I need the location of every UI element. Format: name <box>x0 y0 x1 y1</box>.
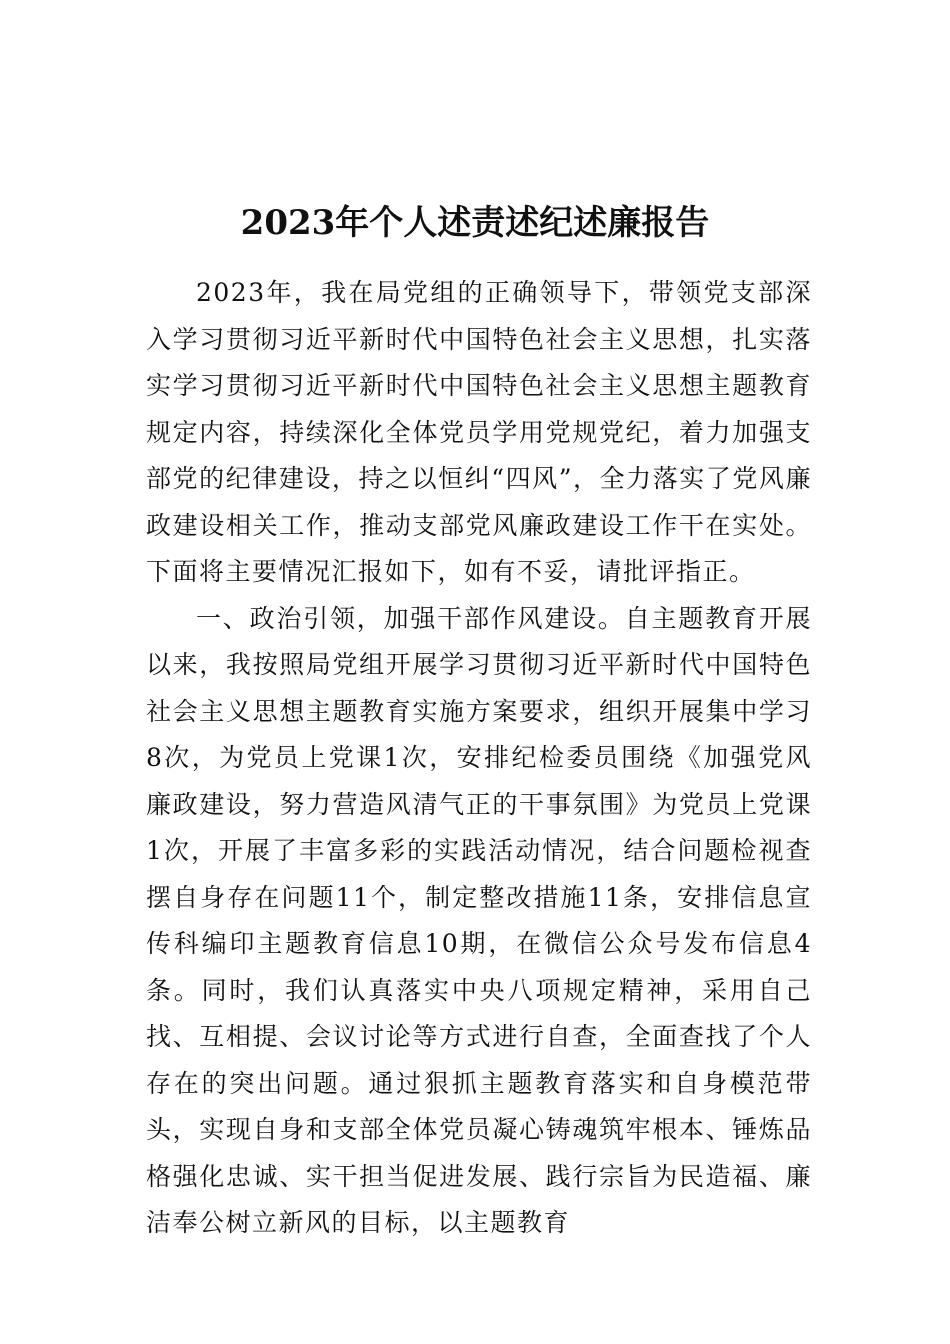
paragraph-intro: 2023年，我在局党组的正确领导下，带领党支部深入学习贯彻习近平新时代中国特色社会主义思想，扎实落实学习贯彻习近平新时代中国特色社会主义思想主题教育规定内容，持续深化全体党员学用党规党纪，着力加强支部党的纪律建设，持之以恒纠“四风”，全力落实了党风廉政建设相关工作，推动支部党风廉政建设工作干在实处。下面将主要情况汇报如下，如有不妥，请批评指正。 <box>146 278 812 586</box>
paragraph-section-one: 一、政治引领，加强干部作风建设。自主题教育开展以来，我按照局党组开展学习贯彻习近平新时代中国特色社会主义思想主题教育实施方案要求，组织开展集中学习8次，为党员上党课1次，安排纪检委员围绕《加强党风廉政建设，努力营造风清气正的干事氛围》为党员上党课1次，开展了丰富多彩的实践活动情况，结合问题检视查摆自身存在问题11个，制定整改措施11条，安排信息宣传科编印主题教育信息10期，在微信公众号发布信息4条。同时，我们认真落实中央八项规定精神，采用自己找、互相提、会议讨论等方式进行自查，全面查找了个人存在的突出问题。通过狠抓主题教育落实和自身模范带头，实现自身和支部全体党员凝心铸魂筑牢根本、锤炼品格强化忠诚、实干担当促进发展、践行宗旨为民造福、廉洁奉公树立新风的目标，以主题教育 <box>146 603 812 1237</box>
document-body <box>146 270 812 1247</box>
document-title: 2023年个人述责述纪述廉报告 <box>240 202 710 243</box>
